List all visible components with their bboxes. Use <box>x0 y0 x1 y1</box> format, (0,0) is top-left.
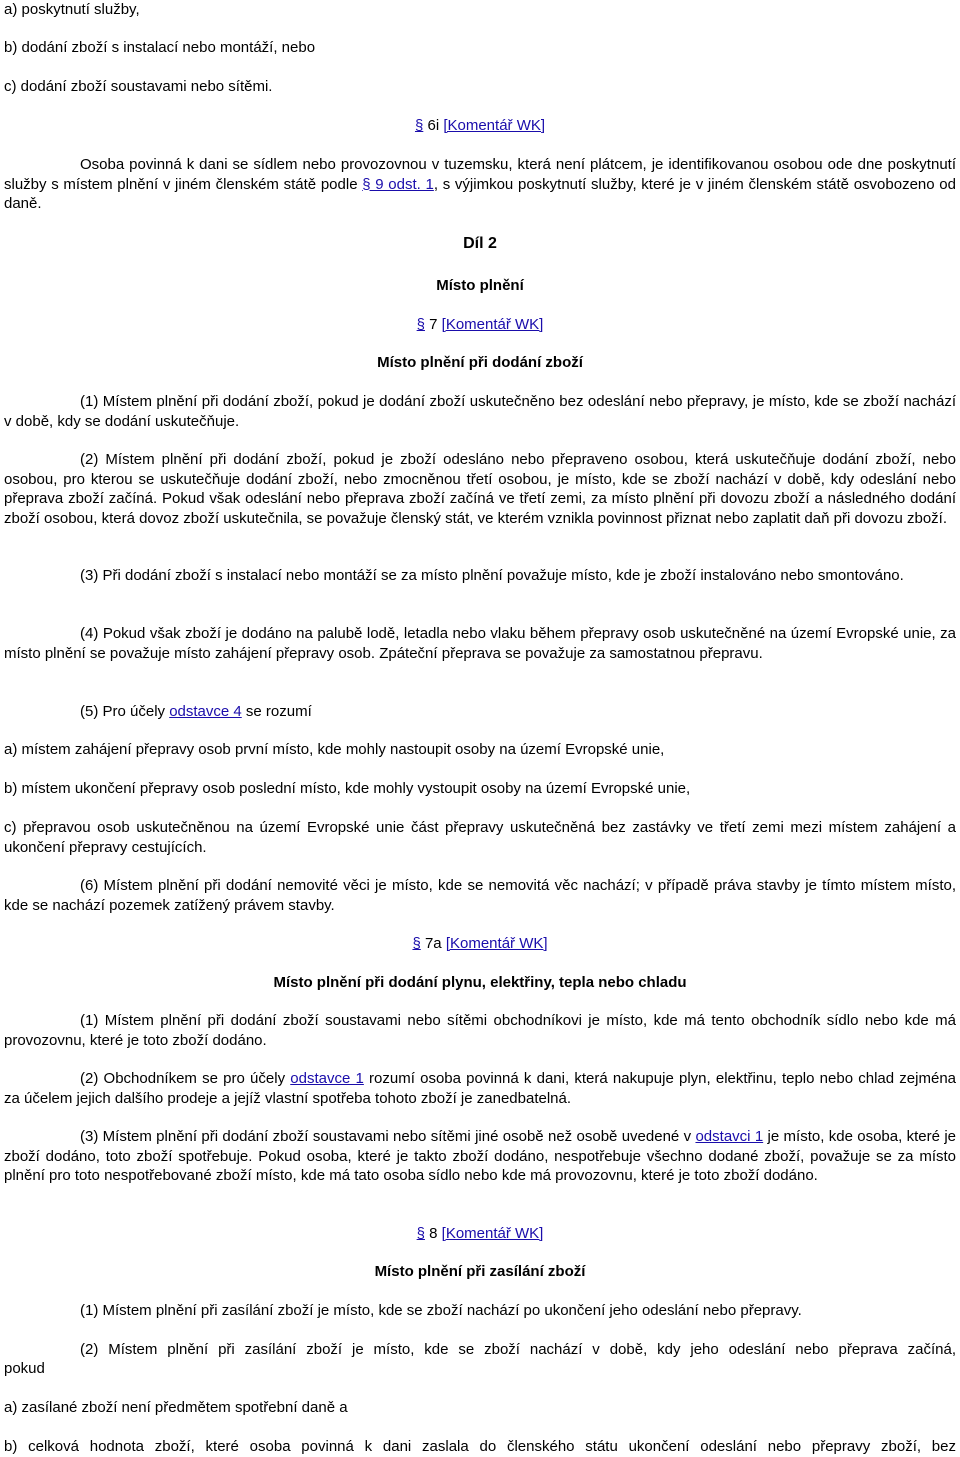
list-item-a: a) poskytnutí služby, <box>4 1 140 18</box>
paragraph-text: rozumí osoba povinná k dani, která nakupuje plyn, elektřinu, teplo nebo chlad zejména za účelem jejich dalšího prodeje a jejíž vlastní spotřeba tohoto zboží je zanedbatelná. <box>4 1070 957 1107</box>
odstavce-1-link[interactable]: odstavce 1 <box>290 1070 364 1087</box>
paragraph-1: (1) Místem plnění při dodání zboží, pokud je dodání zboží uskutečněno bez odeslání nebo přepravy, je místo, kde se zboží nachází v době, kdy se dodání uskutečňuje. <box>4 393 956 430</box>
section-number: 8 <box>424 1225 442 1242</box>
odstavci-1-link[interactable]: odstavci 1 <box>695 1128 764 1145</box>
comment-wk-link[interactable]: [Komentář WK] <box>445 935 548 952</box>
list-item-b: b) celková hodnota zboží, které osoba povinná k dani zaslala do členského státu ukončení odeslání nebo přepravy zboží, bez <box>4 1438 956 1455</box>
section-7a-link[interactable]: § <box>412 935 421 952</box>
paragraph-2: (2) Místem plnění při dodání zboží, pokud je zboží odesláno nebo přepraveno osobou, která uskutečňuje dodání zboží, nebo osobou, pro kterou se uskutečňuje dodání zboží, nebo zmocněnou třetí osobou, je místo, kde se zboží nachází v době, kdy odeslání nebo přeprava zboží začíná. Pokud však odeslání nebo přeprava zboží začíná ve třetí zemi, za místo plnění při dovozu zboží a následného dodání zboží osobou, která dovoz zboží uskutečnila, se považuje členský stát, ve kterém vznikla povinnost přiznat nebo zaplatit daň při dovozu zboží. <box>4 451 956 527</box>
part-heading: Díl 2 <box>463 235 497 252</box>
section-heading-7a <box>4 934 956 954</box>
list-item-c: c) dodání zboží soustavami nebo sítěmi. <box>4 78 273 95</box>
section-7-link[interactable]: § <box>416 316 425 333</box>
odstavce-4-link[interactable]: odstavce 4 <box>169 703 242 720</box>
section-number: 7a <box>420 935 446 952</box>
paragraph-3 <box>4 1127 956 1186</box>
paragraph-text: Osoba povinná k dani se sídlem nebo provozovnou v tuzemsku, která není plátcem, je identifikovanou osobou ode dne poskytnutí služby s místem plnění v jiném členském státě podle <box>4 156 956 193</box>
paragraph-text: (3) Místem plnění při dodání zboží soustavami nebo sítěmi jiné osobě než osobě uvedené v <box>80 1128 696 1145</box>
comment-wk-link[interactable]: [Komentář WK] <box>441 1225 544 1242</box>
section-title: Místo plnění při dodání zboží <box>377 354 583 371</box>
section-6i-link[interactable]: § <box>414 117 424 134</box>
section-number: 7 <box>424 316 442 333</box>
comment-wk-link[interactable]: [Komentář WK] <box>441 316 544 333</box>
section-heading-7 <box>4 315 956 335</box>
paragraph-text: (2) Obchodníkem se pro účely <box>80 1070 291 1087</box>
paragraph-text: (5) Pro účely <box>80 703 170 720</box>
paragraph-text: , s výjimkou poskytnutí služby, které je v jiném členském státě osvobozeno od daně. <box>4 175 956 212</box>
paragraph-3: (3) Při dodání zboží s instalací nebo montáží se za místo plnění považuje místo, kde je zboží instalováno nebo smontováno. <box>80 567 904 584</box>
paragraph-4: (4) Pokud však zboží je dodáno na palubě lodě, letadla nebo vlaku během přepravy osob uskutečněné na území Evropské unie, za místo plnění se považuje místo zahájení přepravy osob. Zpáteční přeprava se považuje za samostatnou přepravu. <box>4 625 956 662</box>
section-heading-8 <box>4 1224 956 1244</box>
paragraph-2: (2) Místem plnění při zasílání zboží je místo, kde se zboží nachází v době, kdy jeho odeslání nebo přeprava začíná, <box>80 1341 956 1358</box>
list-item-b: b) místem ukončení přepravy osob poslední místo, kde mohly vystoupit osoby na území Evropské unie, <box>4 780 691 797</box>
comment-wk-link[interactable]: [Komentář WK] <box>443 117 546 134</box>
section-9-odst-1-link[interactable]: § 9 odst. 1 <box>362 175 434 193</box>
paragraph-2 <box>4 1069 956 1108</box>
paragraph-1: (1) Místem plnění při dodání zboží soustavami nebo sítěmi obchodníkovi je místo, kde má tento obchodník sídlo nebo kde má provozovnu, které je toto zboží dodáno. <box>4 1012 956 1049</box>
section-title: Místo plnění při zasílání zboží <box>374 1263 586 1280</box>
paragraph-5 <box>4 702 956 722</box>
list-item-a: a) místem zahájení přepravy osob první místo, kde mohly nastoupit osoby na území Evropské unie, <box>4 741 665 758</box>
part-title: Místo plnění <box>436 277 524 294</box>
section-number: 6i <box>423 117 444 134</box>
list-item-c: c) přepravou osob uskutečněnou na území Evropské unie část přepravy uskutečněná bez zastávky ve třetí zemi mezi místem zahájení a ukončení přepravy cestujících. <box>4 819 956 856</box>
list-item-b: b) dodání zboží s instalací nebo montáží, nebo <box>4 39 316 56</box>
section-8-link[interactable]: § <box>416 1225 425 1242</box>
list-item-a: a) zasílané zboží není předmětem spotřební daně a <box>4 1399 348 1416</box>
section-heading-6i <box>4 116 956 136</box>
paragraph-6: (6) Místem plnění při dodání nemovité věci je místo, kde se nemovitá věc nachází; v případě práva stavby je tímto místem místo, kde se nachází pozemek zatížený právem stavby. <box>4 877 956 914</box>
section-title: Místo plnění při dodání plynu, elektřiny, tepla nebo chladu <box>273 974 687 991</box>
section-6i-paragraph <box>4 155 956 214</box>
paragraph-text: je místo, kde osoba, které je zboží dodáno, toto zboží spotřebuje. Pokud osoba, které je takto zboží dodáno, nespotřebuje všechno dodané zboží, považuje se za místo plnění pro toto nespotřebované zboží místo, kde má tato osoba sídlo nebo kde má provozovnu, které je toto zboží dodáno. <box>4 1128 956 1184</box>
paragraph-1: (1) Místem plnění při zasílání zboží je místo, kde se zboží nachází po ukončení jeho odeslání nebo přepravy. <box>80 1302 802 1319</box>
paragraph-text: se rozumí <box>241 703 312 720</box>
paragraph-2-continuation: pokud <box>4 1360 45 1377</box>
